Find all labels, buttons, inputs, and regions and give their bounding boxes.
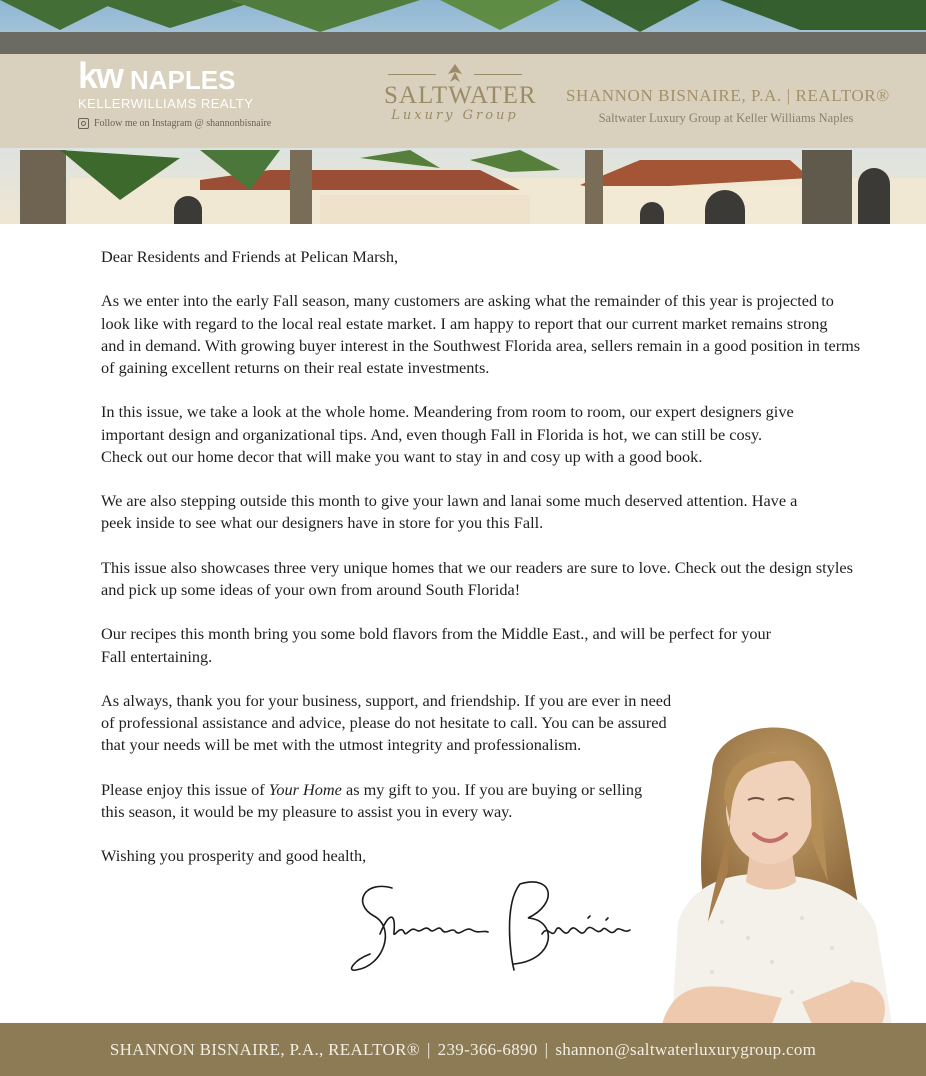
- realtor-affiliation: Saltwater Luxury Group at Keller Williams Naples: [598, 111, 854, 125]
- paragraph-thanks: As always, thank you for your business, support, and friendship. If you are ever in need of professional assistance and advice, please do not hesitate to call. You can be assured that your needs will be met with the utmost integrity and professionalism.: [101, 690, 672, 755]
- logo-rule-left: [388, 74, 436, 75]
- group-logo-name: SALTWATER: [384, 82, 537, 109]
- wheat-emblem-icon: [384, 60, 526, 84]
- footer-separator: |: [544, 1039, 549, 1059]
- kw-logo-name: KELLERWILLIAMS REALTY: [78, 96, 254, 111]
- magazine-title: Your Home: [268, 779, 342, 799]
- saltwater-luxury-group-logo: [384, 60, 537, 136]
- instagram-icon: [78, 118, 89, 129]
- paragraph-gift: [101, 779, 691, 823]
- gift-text-after: as my gift to you. If you are buying or selling this season, it would be my pleasure to assist you in every way.: [101, 779, 643, 821]
- realtor-portrait-photo: [652, 712, 900, 1024]
- closing: Wishing you prosperity and good health,: [101, 846, 367, 866]
- paragraph-recipes: Our recipes this month bring you some bold flavors from the Middle East., and will be perfect for your Fall entertaining.: [101, 624, 772, 666]
- realtor-title: SHANNON BISNAIRE, P.A. | REALTOR®: [566, 86, 890, 105]
- group-logo-script: Luxury Group: [391, 108, 519, 123]
- handwritten-signature: [344, 874, 644, 984]
- contact-footer: [0, 1023, 926, 1076]
- paragraph-outdoors: We are also stepping outside this month to give your lawn and lanai some much deserved attention. Have a peek inside to see what our designers have in store for you this Fall.: [101, 491, 798, 533]
- footer-email[interactable]: shannon@saltwaterluxurygroup.com: [555, 1039, 817, 1059]
- instagram-follow: [78, 118, 271, 129]
- paragraph-market: As we enter into the early Fall season, many customers are asking what the remainder of this year is projected to look like with regard to the local real estate market. I am happy to report that our current market remains strong and in demand. With growing buyer interest in the Southwest Florida area, sellers remain in a good position in terms of gaining excellent returns on their real estate investments.: [101, 291, 861, 377]
- kw-logo-mark: kw: [78, 55, 123, 96]
- salutation: Dear Residents and Friends at Pelican Marsh,: [101, 247, 399, 266]
- instagram-text: Follow me on Instagram @ shannonbisnaire: [94, 118, 272, 129]
- kw-logo-city: NAPLES: [130, 65, 236, 95]
- header-top-bar: [0, 32, 926, 54]
- footer-name: SHANNON BISNAIRE, P.A., REALTOR®: [109, 1039, 420, 1059]
- footer-separator: |: [426, 1039, 431, 1059]
- paragraph-homes: This issue also showcases three very unique homes that we our readers are sure to love. Check out the design styles and pick up some ideas of your own from around South Florida!: [101, 557, 853, 599]
- keller-williams-logo: [78, 55, 254, 118]
- logo-rule-right: [474, 74, 522, 75]
- gift-text-before: Please enjoy this issue of: [101, 779, 269, 799]
- paragraph-whole-home: In this issue, we take a look at the whole home. Meandering from room to room, our expert designers give important design and organizational tips. And, even though Fall in Florida is hot, we can still be cosy. Check out our home decor that will make you want to stay in and cosy up with a good book.: [101, 402, 794, 466]
- footer-phone[interactable]: 239-366-6890: [437, 1039, 538, 1059]
